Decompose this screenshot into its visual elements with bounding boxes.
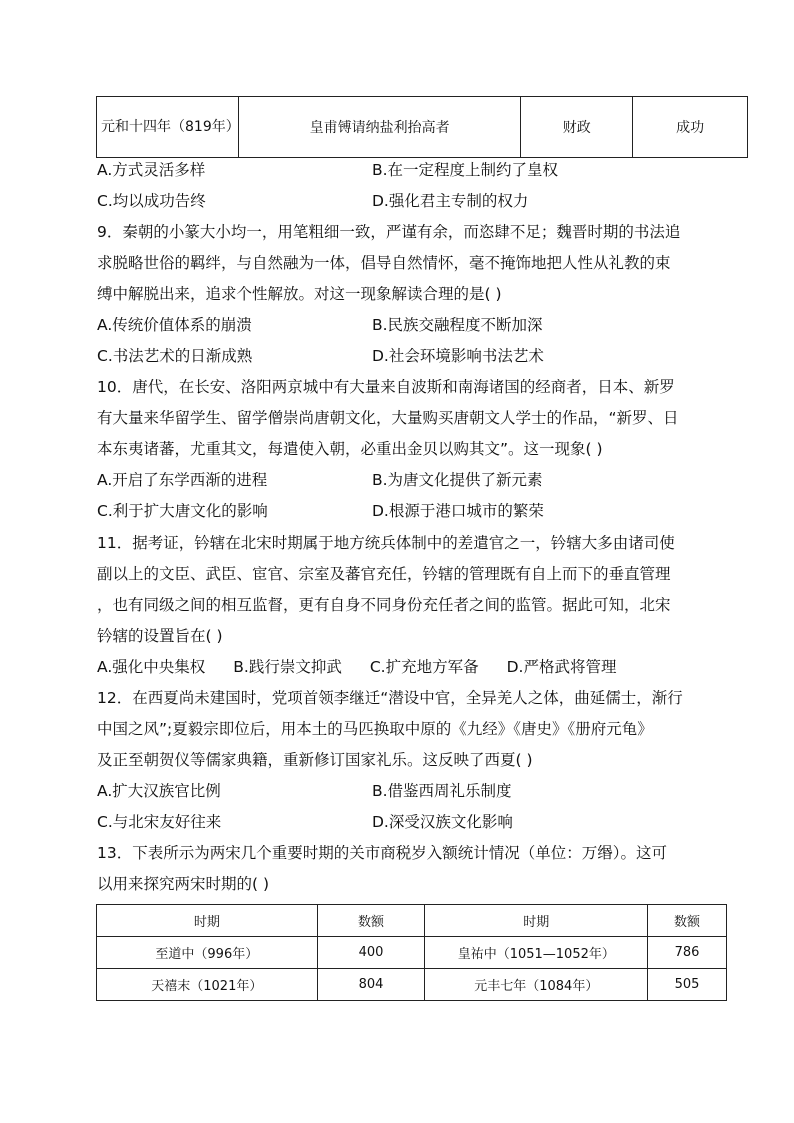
- period-cell: 至道中（996年）: [97, 937, 318, 969]
- amount-cell: 786: [648, 937, 727, 969]
- q8-option-a: A.方式灵活多样: [97, 161, 206, 179]
- q9-stem-line: 缚中解脱出来，追求个性解放。对这一现象解读合理的是( ): [97, 285, 502, 303]
- q10-option-b: B.为唐文化提供了新元素: [372, 471, 543, 489]
- q10-option-a: A.开启了东学西渐的进程: [97, 471, 268, 489]
- q13-stem-line: 以用来探究两宋时期的( ): [97, 875, 270, 893]
- q11-stem-line: 钤辖的设置旨在( ): [97, 627, 223, 645]
- q9-stem-line: 求脱略世俗的羁绊，与自然融为一体，倡导自然情怀，毫不掩饰地把人性从礼教的束: [97, 254, 671, 272]
- header-period: 时期: [425, 905, 648, 937]
- tax-table: [96, 904, 727, 1001]
- amount-cell: 505: [648, 969, 727, 1001]
- event-cell: 皇甫镈请纳盐利抬高者: [238, 97, 521, 158]
- q12-option-d: D.深受汉族文化影响: [372, 813, 513, 831]
- q10-stem-line: 有大量来华留学生、留学僧崇尚唐朝文化，大量购买唐朝文人学士的作品，“新罗、日: [97, 409, 679, 427]
- result-cell: 成功: [633, 97, 748, 158]
- q12-option-c: C.与北宋友好往来: [97, 813, 222, 831]
- table-header-row: [97, 905, 727, 937]
- q12-stem-line: 12．在西夏尚未建国时，党项首领李继迁“潜设中官，全异羌人之体，曲延儒士，渐行: [97, 689, 683, 707]
- amount-cell: 400: [317, 937, 425, 969]
- period-cell: 皇祐中（1051—1052年）: [425, 937, 648, 969]
- header-amount: 数额: [648, 905, 727, 937]
- q8-option-b: B.在一定程度上制约了皇权: [372, 161, 559, 179]
- policy-table: [96, 96, 748, 158]
- q8-option-c: C.均以成功告终: [97, 192, 206, 210]
- q12-stem-line: 及正至朝贺仪等儒家典籍，重新修订国家礼乐。这反映了西夏( ): [97, 751, 533, 769]
- q9-option-c: C.书法艺术的日渐成熟: [97, 347, 253, 365]
- table-row: [97, 97, 748, 158]
- q11-option-c: C.扩充地方军备: [369, 658, 479, 676]
- header-amount: 数额: [317, 905, 425, 937]
- q11-option-a: A.强化中央集权: [97, 658, 206, 676]
- q11-option-b: B.践行崇文抑武: [233, 658, 342, 676]
- table-row: [97, 937, 727, 969]
- q11-stem-line: ，也有同级之间的相互监督，更有自身不同身份充任者之间的监管。据此可知，北宋: [97, 596, 671, 614]
- q8-option-d: D.强化君主专制的权力: [372, 192, 529, 210]
- q11-stem-line: 副以上的文臣、武臣、宦官、宗室及蕃官充任，钤辖的管理既有自上而下的垂直管理: [97, 565, 671, 583]
- amount-cell: 804: [317, 969, 425, 1001]
- q9-stem-line: 9．秦朝的小篆大小均一，用笔粗细一致，严谨有余，而恣肆不足；魏晋时期的书法追: [97, 223, 681, 241]
- period-cell: 天禧末（1021年）: [97, 969, 318, 1001]
- era-cell: 元和十四年（819年）: [97, 97, 239, 158]
- q10-stem-line: 本东夷诸蕃，尤重其文，每遣使入朝，必重出金贝以购其文”。这一现象( ): [97, 440, 603, 458]
- header-period: 时期: [97, 905, 318, 937]
- q13-stem-line: 13．下表所示为两宋几个重要时期的关市商税岁入额统计情况（单位：万缗）。这可: [97, 844, 667, 862]
- table-row: [97, 969, 727, 1001]
- q9-option-d: D.社会环境影响书法艺术: [372, 347, 544, 365]
- q12-stem-line: 中国之风”;夏毅宗即位后，用本土的马匹换取中原的《九经》《唐史》《册府元龟》: [97, 720, 653, 738]
- q11-options: [97, 657, 644, 677]
- q9-option-b: B.民族交融程度不断加深: [372, 316, 543, 334]
- q9-option-a: A.传统价值体系的崩溃: [97, 316, 252, 334]
- q10-option-c: C.利于扩大唐文化的影响: [97, 502, 268, 520]
- category-cell: 财政: [521, 97, 633, 158]
- q11-option-d: D.严格武将管理: [506, 658, 617, 676]
- q11-stem-line: 11．据考证，钤辖在北宋时期属于地方统兵体制中的差遣官之一，钤辖大多由诸司使: [97, 534, 675, 552]
- q10-stem-line: 10．唐代，在长安、洛阳两京城中有大量来自波斯和南海诸国的经商者，日本、新罗: [97, 378, 675, 396]
- q12-option-b: B.借鉴西周礼乐制度: [372, 782, 512, 800]
- period-cell: 元丰七年（1084年）: [425, 969, 648, 1001]
- q12-option-a: A.扩大汉族官比例: [97, 782, 221, 800]
- q10-option-d: D.根源于港口城市的繁荣: [372, 502, 544, 520]
